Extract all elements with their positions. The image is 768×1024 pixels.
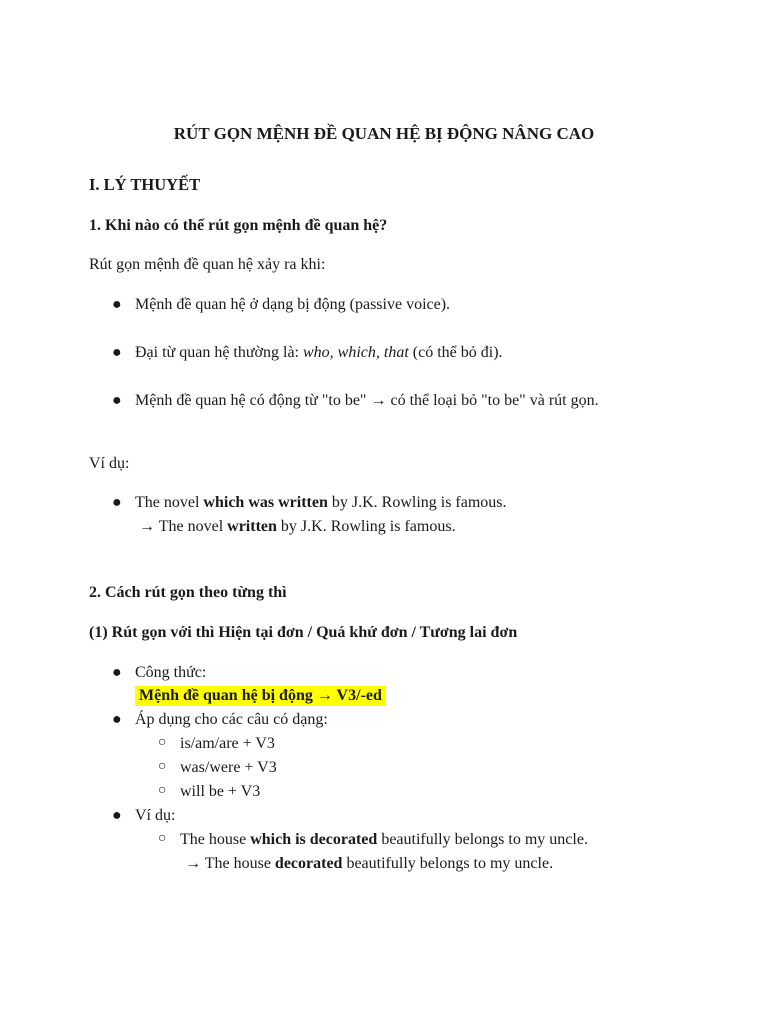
text-run: by J.K. Rowling is famous. xyxy=(327,494,507,511)
text-run: by J.K. Rowling is famous. xyxy=(276,518,456,535)
example-result xyxy=(139,518,456,536)
circle-bullet-icon: ○ xyxy=(158,759,167,774)
bold-text: which was written xyxy=(203,494,328,511)
bullet-icon: ● xyxy=(112,494,122,511)
form-text: is/am/are + V3 xyxy=(180,735,275,752)
bullet-icon: ● xyxy=(112,664,122,681)
document-title: RÚT GỌN MỆNH ĐỀ QUAN HỆ BỊ ĐỘNG NÂNG CAO xyxy=(173,124,595,143)
subsection-heading: (1) Rút gọn với thì Hiện tại đơn / Quá khứ đơn / Tương lai đơn xyxy=(89,624,518,641)
example-label: Ví dụ: xyxy=(89,455,130,472)
text-run: → The house xyxy=(185,855,275,872)
bold-text: written xyxy=(227,518,277,535)
italic-text: who, which, that xyxy=(303,344,409,361)
text-run: beautifully belongs to my uncle. xyxy=(342,855,554,872)
example-label: Ví dụ: xyxy=(135,807,176,824)
list-item-text: Mệnh đề quan hệ có động từ "to be" → có thể loại bỏ "to be" và rút gọn. xyxy=(135,392,599,409)
example-result xyxy=(185,855,553,873)
section-heading-tenses: 2. Cách rút gọn theo từng thì xyxy=(89,584,287,601)
text-run: (có thể bỏ đi). xyxy=(408,344,503,361)
text-run: → The novel xyxy=(139,518,228,535)
bullet-icon: ● xyxy=(112,807,122,824)
text-run: The house xyxy=(180,831,251,848)
section-heading-theory: I. LÝ THUYẾT xyxy=(89,175,201,194)
circle-bullet-icon: ○ xyxy=(158,783,167,798)
bullet-icon: ● xyxy=(112,711,122,728)
bullet-icon: ● xyxy=(112,344,122,361)
question-heading: 1. Khi nào có thể rút gọn mệnh đề quan hệ? xyxy=(89,217,388,234)
bullet-icon: ● xyxy=(112,392,122,409)
bullet-icon: ● xyxy=(112,296,122,313)
form-text: was/were + V3 xyxy=(180,759,277,776)
bold-text: which is decorated xyxy=(250,831,378,848)
formula-highlight xyxy=(135,687,386,705)
example-sentence xyxy=(135,494,507,512)
list-item-text xyxy=(135,344,503,362)
circle-bullet-icon: ○ xyxy=(158,831,167,846)
list-item-text: Mệnh đề quan hệ ở dạng bị động (passive voice). xyxy=(135,296,451,313)
circle-bullet-icon: ○ xyxy=(158,735,167,750)
text-run: The novel xyxy=(135,494,204,511)
bold-text: decorated xyxy=(274,855,343,872)
highlighted-formula: Mệnh đề quan hệ bị động → V3/-ed xyxy=(135,686,386,706)
apply-label: Áp dụng cho các câu có dạng: xyxy=(135,711,328,728)
text-run: beautifully belongs to my uncle. xyxy=(377,831,588,848)
form-text: will be + V3 xyxy=(180,783,261,800)
formula-label: Công thức: xyxy=(135,664,207,681)
intro-paragraph: Rút gọn mệnh đề quan hệ xảy ra khi: xyxy=(89,256,326,273)
example-sentence xyxy=(180,831,588,849)
text-run: Đại từ quan hệ thường là: xyxy=(135,344,303,361)
